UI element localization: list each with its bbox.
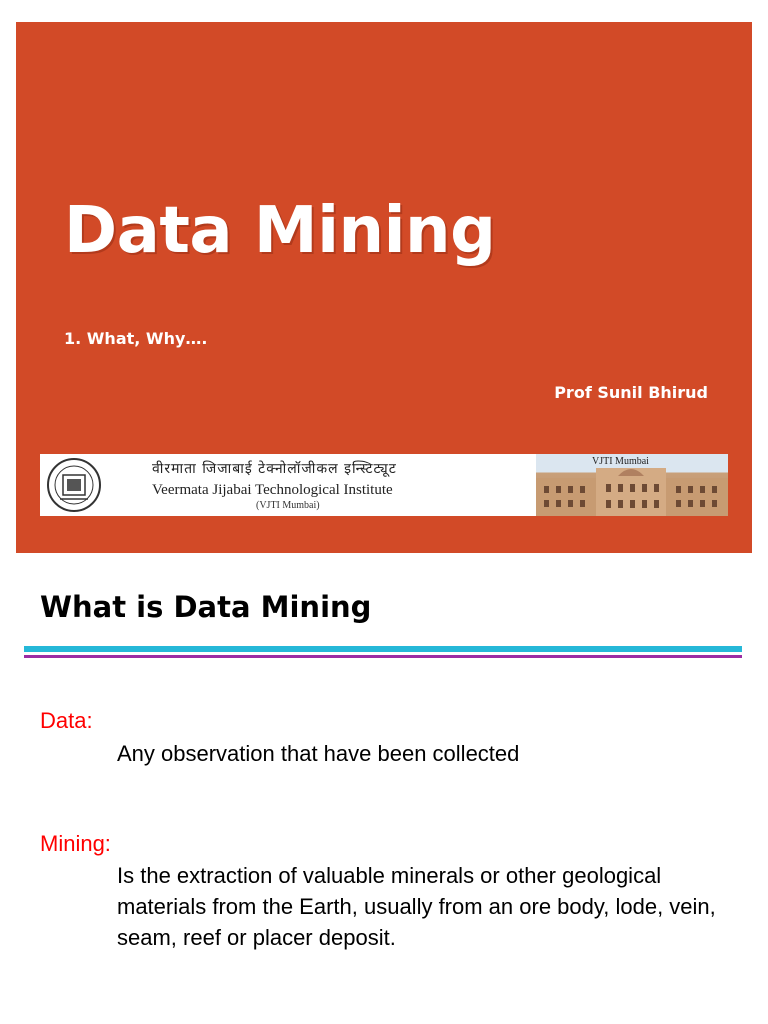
heading-rule-primary — [24, 646, 742, 652]
author-name: Prof Sunil Bhirud — [554, 383, 708, 402]
photo-caption: VJTI Mumbai — [592, 456, 649, 467]
term-mining: Mining: — [40, 831, 111, 856]
definition-data: Any observation that have been collected — [117, 741, 520, 766]
institute-banner — [40, 454, 728, 516]
definition-mining: Is the extraction of valuable minerals or other geological materials from the Earth, usually from an ore body, lode, vein, seam, reef or placer deposit. — [117, 863, 716, 950]
title-slide — [16, 22, 752, 553]
section-heading: What is Data Mining — [40, 590, 372, 624]
institute-name: Veermata Jijabai Technological Institute — [152, 482, 393, 498]
institute-name-hindi: वीरमाता जिजाबाई टेक्नोलॉजीकल इन्स्टिट्यूट — [152, 461, 397, 477]
building-photo — [536, 454, 728, 516]
slide-subtitle: 1. What, Why…. — [64, 329, 208, 348]
building-illustration — [536, 454, 728, 516]
institute-short-name: (VJTI Mumbai) — [256, 500, 320, 511]
heading-rule-secondary — [24, 655, 742, 658]
term-data: Data: — [40, 708, 93, 733]
institute-seal-icon — [46, 457, 102, 513]
slide-title: Data Mining — [64, 194, 496, 268]
